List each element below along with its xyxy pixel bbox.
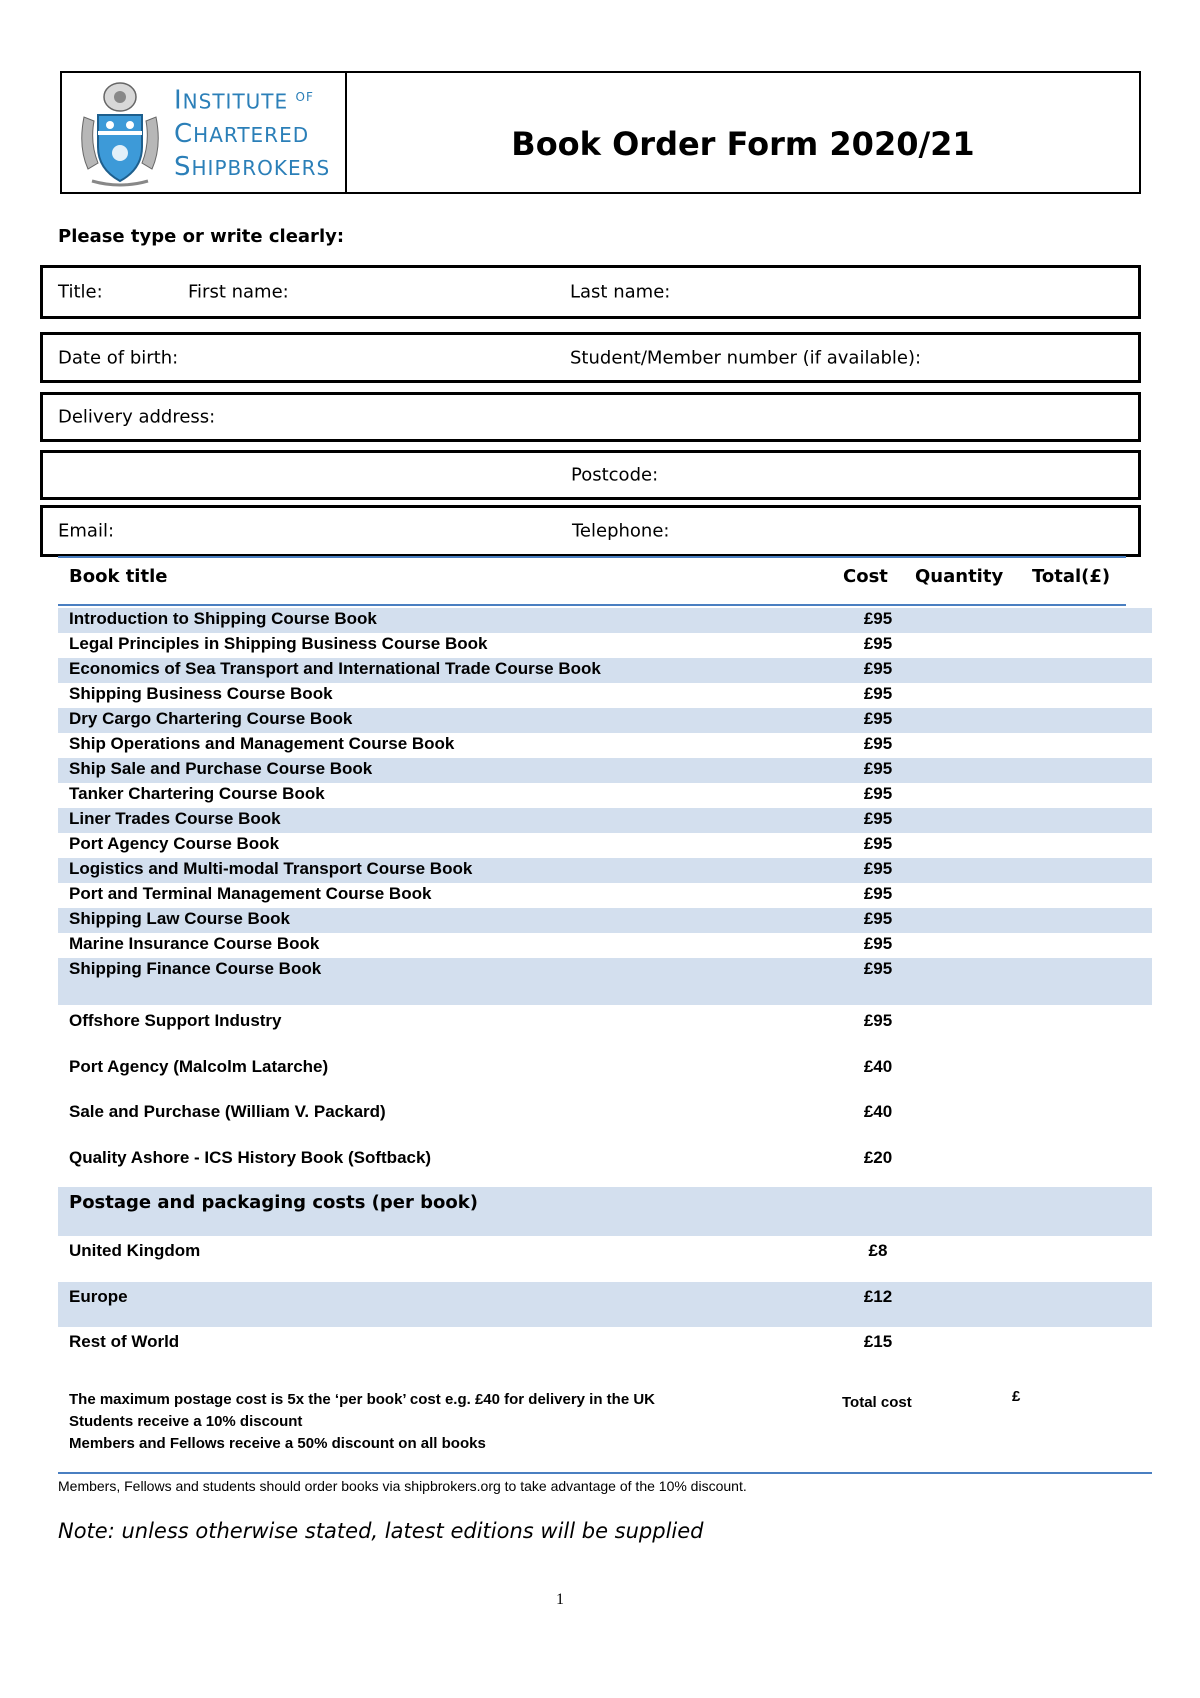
table-row (58, 783, 1152, 808)
table-row (58, 608, 1152, 633)
editions-note: Note: unless otherwise stated, latest editions will be supplied (58, 1519, 704, 1543)
row-title: Rest of World (69, 1332, 180, 1351)
table-row (58, 758, 1152, 783)
page-number: 1 (556, 1591, 564, 1608)
table-row (58, 683, 1152, 708)
row-cost: £95 (863, 784, 893, 803)
row-cost: £8 (868, 1241, 888, 1260)
row-cost: £95 (863, 709, 893, 728)
row-cost: £95 (863, 659, 893, 678)
row-title: Logistics and Multi-modal Transport Course Book (69, 859, 473, 878)
table-row (58, 1051, 1152, 1097)
row-title: Quality Ashore - ICS History Book (Softback) (69, 1147, 432, 1167)
table-row (58, 1096, 1152, 1142)
row-title: Marine Insurance Course Book (69, 934, 320, 953)
table-row (58, 958, 1152, 1005)
row-title: Tanker Chartering Course Book (69, 784, 325, 803)
row-title: Economics of Sea Transport and International Trade Course Book (69, 659, 601, 678)
postage-heading-row (58, 1187, 1152, 1236)
table-row (58, 733, 1152, 758)
row-cost: £95 (863, 909, 893, 928)
table-row (58, 808, 1152, 833)
logo (62, 73, 347, 192)
pricing-notes (69, 1389, 655, 1455)
row-cost: £95 (863, 1011, 893, 1030)
row-title: Ship Sale and Purchase Course Book (69, 759, 373, 778)
row-cost: £95 (863, 959, 893, 978)
address-box[interactable] (40, 392, 1141, 442)
row-title: Shipping Business Course Book (69, 684, 333, 703)
member-number-label: Student/Member number (if available): (570, 347, 922, 368)
logo-wordmark: INSTITUTE $^{OF}$ CHARTERED SHIPBROKERS (174, 85, 331, 182)
col-cost: Cost (843, 566, 888, 587)
row-title: Port Agency Course Book (69, 834, 280, 853)
row-cost: £95 (863, 934, 893, 953)
table-row (58, 1142, 1152, 1188)
title-label: Title: (58, 281, 103, 303)
row-cost: £95 (863, 734, 893, 753)
dob-member-box[interactable] (40, 332, 1141, 383)
footnote: Members, Fellows and students should order books via shipbrokers.org to take advantage of the 10% discount. (58, 1478, 747, 1494)
row-title: Liner Trades Course Book (69, 809, 281, 828)
table-row (58, 633, 1152, 658)
crest-icon (74, 77, 166, 189)
first-name-label: First name: (188, 281, 289, 303)
form-header (60, 71, 1141, 194)
row-title: Shipping Finance Course Book (69, 959, 322, 978)
row-cost: £20 (863, 1147, 893, 1167)
table-row (58, 1282, 1152, 1328)
row-title: Port Agency (Malcolm Latarche) (69, 1056, 329, 1076)
email-label: Email: (58, 520, 115, 542)
row-title: United Kingdom (69, 1241, 201, 1260)
table-row (58, 658, 1152, 683)
table-header (58, 556, 1126, 606)
table-row (58, 858, 1152, 883)
note-line: The maximum postage cost is 5x the ‘per book’ cost e.g. £40 for delivery in the UK (69, 1391, 656, 1408)
bottom-rule (58, 1472, 1152, 1474)
col-quantity: Quantity (915, 566, 1004, 587)
row-cost: £95 (863, 609, 893, 628)
postcode-label: Postcode: (571, 464, 659, 486)
row-title: Introduction to Shipping Course Book (69, 609, 377, 628)
row-title: Dry Cargo Chartering Course Book (69, 709, 353, 728)
row-title: Offshore Support Industry (69, 1011, 282, 1030)
row-cost: £95 (863, 634, 893, 653)
postcode-box[interactable] (40, 450, 1141, 500)
name-field-box[interactable] (40, 265, 1141, 319)
col-total: Total(£) (1032, 566, 1111, 587)
row-cost: £12 (863, 1286, 893, 1306)
row-title: Legal Principles in Shipping Business Course Book (69, 634, 488, 653)
row-title: Sale and Purchase (William V. Packard) (69, 1102, 386, 1121)
title-cell (347, 73, 1139, 192)
row-title: Europe (69, 1286, 128, 1306)
telephone-label: Telephone: (572, 520, 670, 542)
row-title: Port and Terminal Management Course Book (69, 884, 432, 903)
table-row (58, 708, 1152, 733)
row-cost: £95 (863, 759, 893, 778)
table-row (58, 883, 1152, 908)
dob-label: Date of birth: (58, 347, 179, 368)
book-table (58, 608, 1152, 1373)
row-cost: £95 (863, 834, 893, 853)
delivery-address-label: Delivery address: (58, 406, 216, 428)
row-cost: £95 (863, 809, 893, 828)
table-row (58, 833, 1152, 858)
col-book-title: Book title (69, 566, 168, 587)
row-cost: £40 (863, 1102, 893, 1121)
table-row (58, 1236, 1152, 1282)
row-cost: £15 (863, 1332, 893, 1351)
row-cost: £95 (863, 859, 893, 878)
last-name-label: Last name: (570, 281, 671, 303)
table-row (58, 1327, 1152, 1373)
total-cost-field[interactable]: £ (1012, 1388, 1021, 1405)
total-cost-label: Total cost (842, 1394, 912, 1411)
table-row (58, 908, 1152, 933)
contact-box[interactable] (40, 505, 1141, 557)
row-title: Shipping Law Course Book (69, 909, 291, 928)
row-cost: £95 (863, 684, 893, 703)
row-cost: £40 (863, 1056, 893, 1076)
instruction-text: Please type or write clearly: (58, 226, 345, 247)
note-line: Members and Fellows receive a 50% discount on all books (69, 1435, 486, 1452)
note-line: Students receive a 10% discount (69, 1413, 303, 1430)
row-title: Ship Operations and Management Course Book (69, 734, 455, 753)
table-row (58, 1005, 1152, 1051)
table-row (58, 933, 1152, 958)
page-title: Book Order Form 2020/21 (511, 124, 975, 163)
row-title: Postage and packaging costs (per book) (69, 1192, 478, 1213)
row-cost: £95 (863, 884, 893, 903)
